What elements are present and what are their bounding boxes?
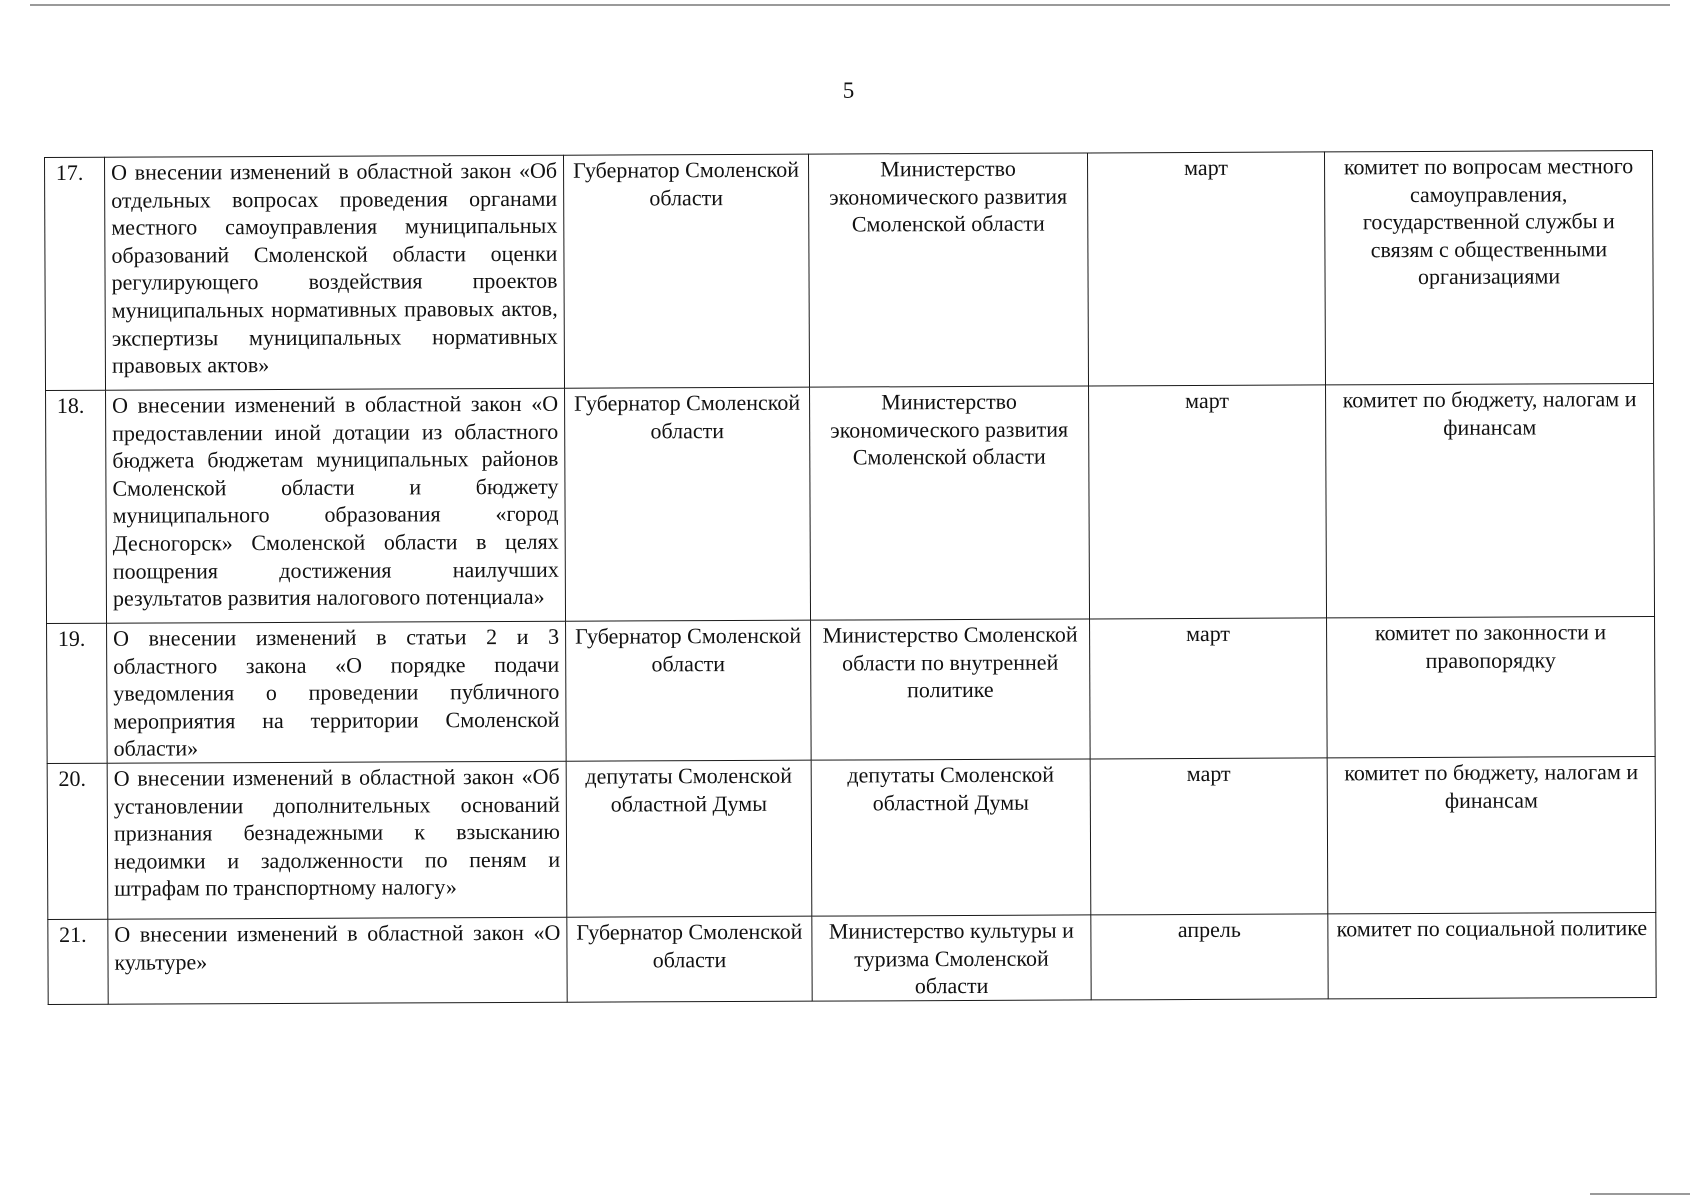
duma-committee: комитет по бюджету, налогам и финансам — [1326, 383, 1655, 617]
table-row — [48, 912, 1656, 1004]
responsible-body: Министерство культуры и туризма Смоленской области — [812, 915, 1091, 1001]
legislation-plan-table — [44, 150, 1657, 1005]
submission-month: март — [1087, 152, 1325, 386]
row-number: 20. — [47, 763, 108, 919]
table-row — [47, 756, 1656, 919]
initiator: депутаты Смоленской областной Думы — [566, 760, 812, 917]
row-number: 19. — [47, 623, 108, 763]
bill-title: О внесении изменений в областной закон «О предоставлении иной дотации из областного бюджета бюджетам муниципальных районов Смоленской области и бюджету муниципального образования «город Десногорск» Смоленской области в целях поощрения достижения наилучших результатов развития налогового потенциала» — [106, 388, 566, 623]
initiator: Губернатор Смоленской области — [563, 154, 809, 388]
responsible-body: Министерство экономического развития Смоленской области — [808, 153, 1088, 387]
bill-title: О внесении изменений в статьи 2 и 3 областного закона «О порядке подачи уведомления о проведении публичного мероприятия на территории Смоленской области» — [107, 621, 567, 763]
duma-committee: комитет по вопросам местного самоуправления, государственной службы и связям с общественными организациями — [1324, 150, 1653, 384]
submission-month: апрель — [1091, 914, 1328, 1000]
table-row — [47, 616, 1656, 763]
bill-title: О внесении изменений в областной закон «Об установлении дополнительных оснований признания безнадежными к взысканию недоимки и задолженности по пеням и штрафам по транспортному налогу» — [107, 761, 567, 919]
duma-committee: комитет по бюджету, налогам и финансам — [1327, 756, 1656, 913]
responsible-body: Министерство экономического развития Смоленской области — [810, 386, 1090, 620]
submission-month: март — [1090, 618, 1328, 759]
initiator: Губернатор Смоленской области — [565, 387, 811, 621]
top-border-line — [30, 4, 1670, 6]
submission-month: март — [1089, 385, 1327, 619]
duma-committee: комитет по социальной политике — [1328, 912, 1656, 998]
table-row — [45, 150, 1654, 390]
responsible-body: Министерство Смоленской области по внутренней политике — [811, 619, 1091, 760]
row-number: 17. — [45, 157, 106, 390]
duma-committee: комитет по законности и правопорядку — [1327, 616, 1656, 757]
responsible-body: депутаты Смоленской областной Думы — [811, 759, 1091, 916]
bottom-border-line — [1590, 1193, 1690, 1195]
submission-month: март — [1090, 758, 1328, 915]
initiator: Губернатор Смоленской области — [567, 916, 812, 1002]
row-number: 21. — [48, 919, 108, 1004]
bill-title: О внесении изменений в областной закон «Об отдельных вопросах проведения органами местного самоуправления муниципальных образований Смоленской области оценки регулирующего воздействия проектов муниципальных нормативных правовых актов, экспертизы муниципальных нормативных правовых актов» — [105, 155, 565, 390]
initiator: Губернатор Смоленской области — [566, 620, 812, 761]
table-row — [46, 383, 1655, 623]
page-number: 5 — [842, 78, 855, 103]
bill-title: О внесении изменений в областной закон «О культуре» — [108, 917, 567, 1004]
row-number: 18. — [46, 390, 107, 623]
